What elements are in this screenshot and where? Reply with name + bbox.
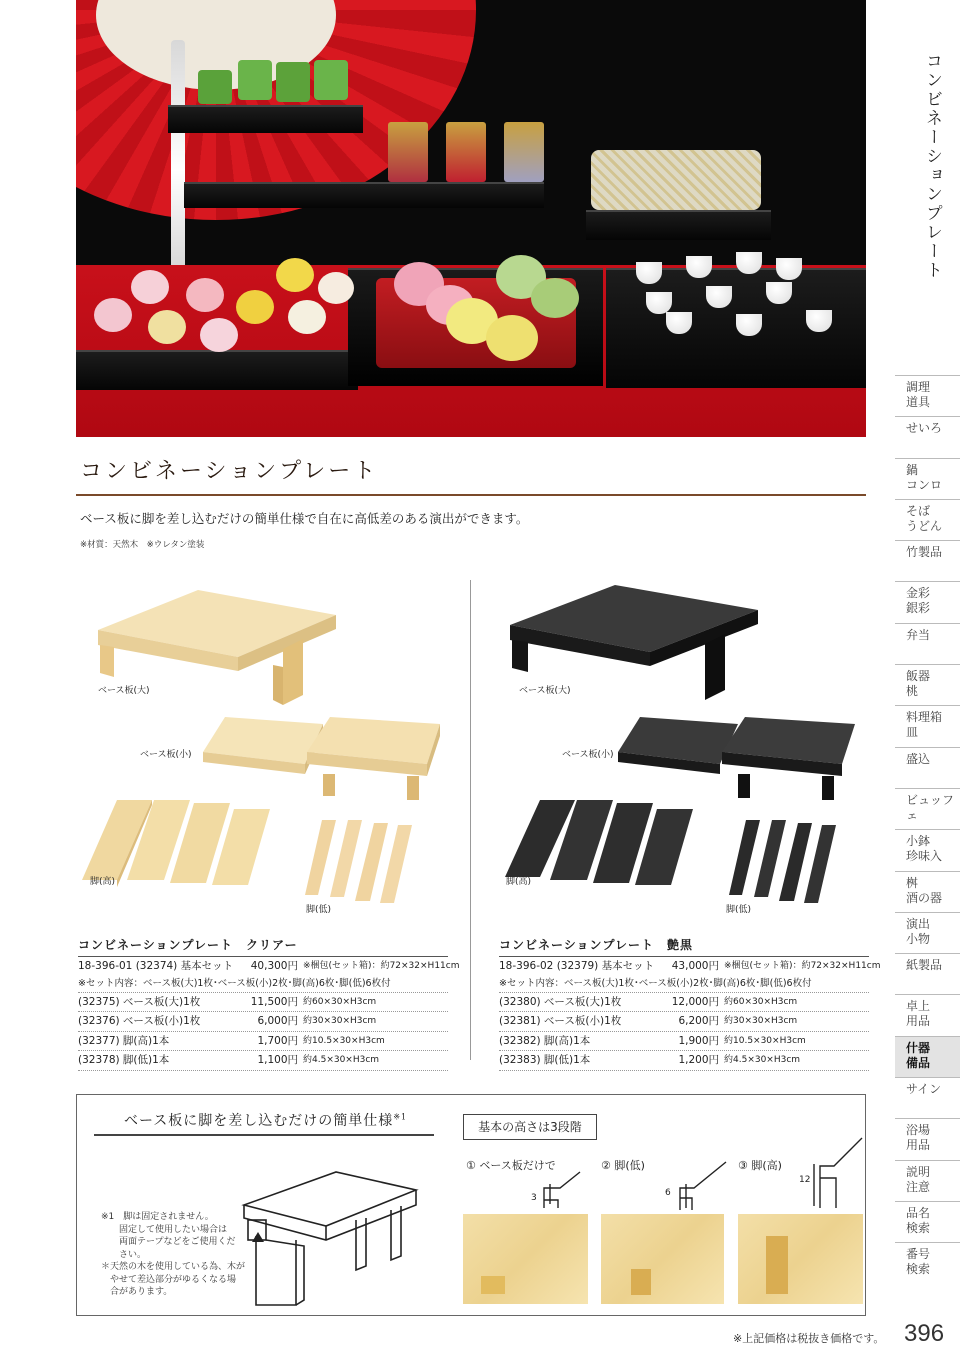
step-2-dim: 6 (665, 1188, 671, 1198)
sidebar-tab[interactable]: 演出 小物 (895, 912, 960, 953)
bamboo-cup (238, 60, 272, 100)
spoon-cup (736, 314, 762, 336)
wagashi (236, 290, 274, 324)
assembly-diagram (236, 1150, 436, 1310)
info-note-line: ＊天然の木を使用している為、木が (101, 1262, 246, 1272)
gift-box (446, 122, 486, 182)
tray-top (168, 105, 363, 133)
tray-middle (184, 182, 544, 208)
label-base-small: ベース板(小) (140, 750, 192, 760)
sidebar-tab[interactable]: 鍋 コンロ (895, 458, 960, 499)
spoon-cup (776, 258, 802, 280)
sidebar-tab[interactable]: 卓上 用品 (895, 994, 960, 1035)
spoon-cup (736, 252, 762, 274)
wagashi (131, 270, 169, 304)
column-divider (470, 580, 471, 1060)
table-row: (32380) ベース板(大)1枚 12,000円 約60×30×H3cm (499, 993, 869, 1013)
leg-low-clear-image (300, 815, 420, 910)
hero-photo (76, 0, 866, 437)
bamboo-cup (314, 60, 348, 100)
wagashi (276, 258, 314, 292)
tray-bottom-left (76, 350, 358, 390)
leg-low-black-image (724, 815, 844, 910)
wagashi (288, 300, 326, 334)
sidebar-title: コンビネーションプレート (922, 52, 942, 280)
wagashi (94, 298, 132, 332)
wagashi (186, 278, 224, 312)
tray-right-top (586, 210, 771, 240)
sidebar-tab[interactable]: 番号 検索 (895, 1242, 960, 1283)
label-base-large: ベース板(大) (98, 686, 150, 696)
wagashi (148, 310, 186, 344)
sidebar-tab[interactable]: 浴場 用品 (895, 1118, 960, 1159)
sidebar-tab[interactable]: 桝 酒の器 (895, 871, 960, 912)
sidebar-tab[interactable]: せいろ (895, 416, 960, 457)
umbrella-handle (171, 40, 185, 300)
info-note-line: 合があります。 (101, 1287, 173, 1297)
manju (486, 315, 538, 361)
table-row: (32381) ベース板(小)1枚 6,200円 約30×30×H3cm (499, 1012, 869, 1032)
label-leg-high: 脚(高) (90, 877, 116, 887)
info-title-rule (94, 1134, 434, 1136)
bamboo-baskets (591, 150, 761, 210)
description: ベース板に脚を差し込むだけの簡単仕様で自在に高低差のある演出ができます。 (80, 511, 529, 526)
step-1-label: ① ベース板だけで (466, 1159, 556, 1172)
spec-table-black (499, 936, 881, 1071)
step-2-label: ② 脚(低) (601, 1159, 645, 1172)
spoon-cup (686, 256, 712, 278)
gift-box (388, 122, 428, 182)
bamboo-cup (198, 70, 232, 104)
step-2-photo (601, 1214, 724, 1304)
label-leg-low-black: 脚(低) (726, 905, 752, 915)
sidebar-tab[interactable]: 小鉢 珍味入 (895, 829, 960, 870)
table-row: (32378) 脚(低)1本 1,100円 約4.5×30×H3cm (78, 1051, 448, 1071)
manju (531, 278, 579, 318)
spoon-cup (666, 312, 692, 334)
page-title: コンビネーションプレート (80, 459, 379, 484)
gift-box (504, 122, 544, 182)
info-note-line: ※1 脚は固定されません。 (101, 1212, 214, 1222)
sidebar-tab[interactable]: 金彩 銀彩 (895, 581, 960, 622)
spoon-cup (806, 310, 832, 332)
price-footnote: ※上記価格は税抜き価格です。 (733, 1332, 885, 1345)
heading-rule (76, 494, 866, 496)
spec-table-clear (78, 936, 460, 1071)
sidebar-tab[interactable]: 料理箱 皿 (895, 705, 960, 746)
info-note-line: 固定して使用したい場合は (101, 1224, 228, 1235)
table-row: (32382) 脚(高)1本 1,900円 約10.5×30×H3cm (499, 1032, 869, 1052)
sidebar-tabs (895, 375, 960, 1284)
table-row: (32377) 脚(高)1本 1,700円 約10.5×30×H3cm (78, 1032, 448, 1052)
spoon-cup (766, 282, 792, 304)
sidebar-tab[interactable]: ビュッフェ (895, 788, 960, 829)
spoon-cup (646, 292, 672, 314)
spoon-cup (706, 286, 732, 308)
profile-step-2 (672, 1158, 732, 1214)
label-base-small-black: ベース板(小) (562, 750, 614, 760)
sidebar-tab[interactable]: 調理 道具 (895, 375, 960, 416)
info-title: ベース板に脚を差し込むだけの簡単仕様$^{※1}$ (124, 1112, 408, 1129)
sidebar-tab[interactable]: 品名 検索 (895, 1201, 960, 1242)
product-name: コンビネーションプレート 艶黒 (499, 938, 694, 952)
sidebar-tab[interactable]: 盛込 (895, 747, 960, 788)
wagashi (200, 318, 238, 352)
sidebar-tab[interactable]: 紙製品 (895, 953, 960, 994)
label-leg-low: 脚(低) (306, 905, 332, 915)
material-note: ※材質：天然木 ※ウレタン塗装 (80, 540, 205, 550)
info-note-line: さい。 (101, 1249, 147, 1260)
step-1-photo (463, 1214, 588, 1304)
info-note-line: 両面テープなどをご使用くだ (101, 1237, 236, 1247)
set-contents-note: ※セット内容：ベース板(大)1枚･ベース板(小)2枚･脚(高)6枚･脚(低)6枚付 (78, 977, 448, 993)
leg-high-black-image (505, 795, 705, 895)
set-row: 18-396-02 (32379) 基本セット 43,000円 ※梱包(セット箱)：約72×32×H11cm (499, 960, 881, 972)
label-leg-high-black: 脚(高) (506, 877, 532, 887)
step-3-label: ③ 脚(高) (738, 1159, 782, 1172)
sidebar-tab[interactable]: 飯器 桃 (895, 664, 960, 705)
set-row: 18-396-01 (32374) 基本セット 40,300円 ※梱包(セット箱)：約72×32×H11cm (78, 960, 460, 972)
table-row: (32375) ベース板(大)1枚 11,500円 約60×30×H3cm (78, 993, 448, 1013)
spoon-cup (636, 262, 662, 284)
step-3-photo (738, 1214, 863, 1304)
set-contents-note: ※セット内容：ベース板(大)1枚･ベース板(小)2枚･脚(高)6枚･脚(低)6枚付 (499, 977, 869, 993)
sidebar-tab[interactable]: そば うどん (895, 499, 960, 540)
profile-step-1 (540, 1170, 590, 1210)
info-note-line: やせて差込部分がゆるくなる場 (101, 1274, 237, 1285)
wagashi (318, 272, 354, 304)
label-base-large-black: ベース板(大) (519, 686, 571, 696)
step-1-dim: 3 (531, 1193, 537, 1203)
sidebar-tab[interactable]: 什器 備品 (895, 1036, 960, 1077)
table-row: (32383) 脚(低)1本 1,200円 約4.5×30×H3cm (499, 1051, 869, 1071)
sidebar-tab[interactable]: 竹製品 (895, 540, 960, 581)
table-row: (32376) ベース板(小)1枚 6,000円 約30×30×H3cm (78, 1012, 448, 1032)
sidebar-tab[interactable]: 弁当 (895, 623, 960, 664)
step-3-dim: 12 (799, 1175, 811, 1185)
info-notes (101, 1211, 246, 1299)
product-name: コンビネーションプレート クリアー (78, 938, 298, 952)
bamboo-cup (276, 62, 310, 102)
sidebar-tab[interactable]: 説明 注意 (895, 1160, 960, 1201)
steps-title: 基本の高さは3段階 (463, 1114, 597, 1140)
sidebar-tab[interactable]: サイン (895, 1077, 960, 1118)
profile-step-3 (808, 1118, 866, 1210)
page-number: 396 (904, 1320, 945, 1347)
